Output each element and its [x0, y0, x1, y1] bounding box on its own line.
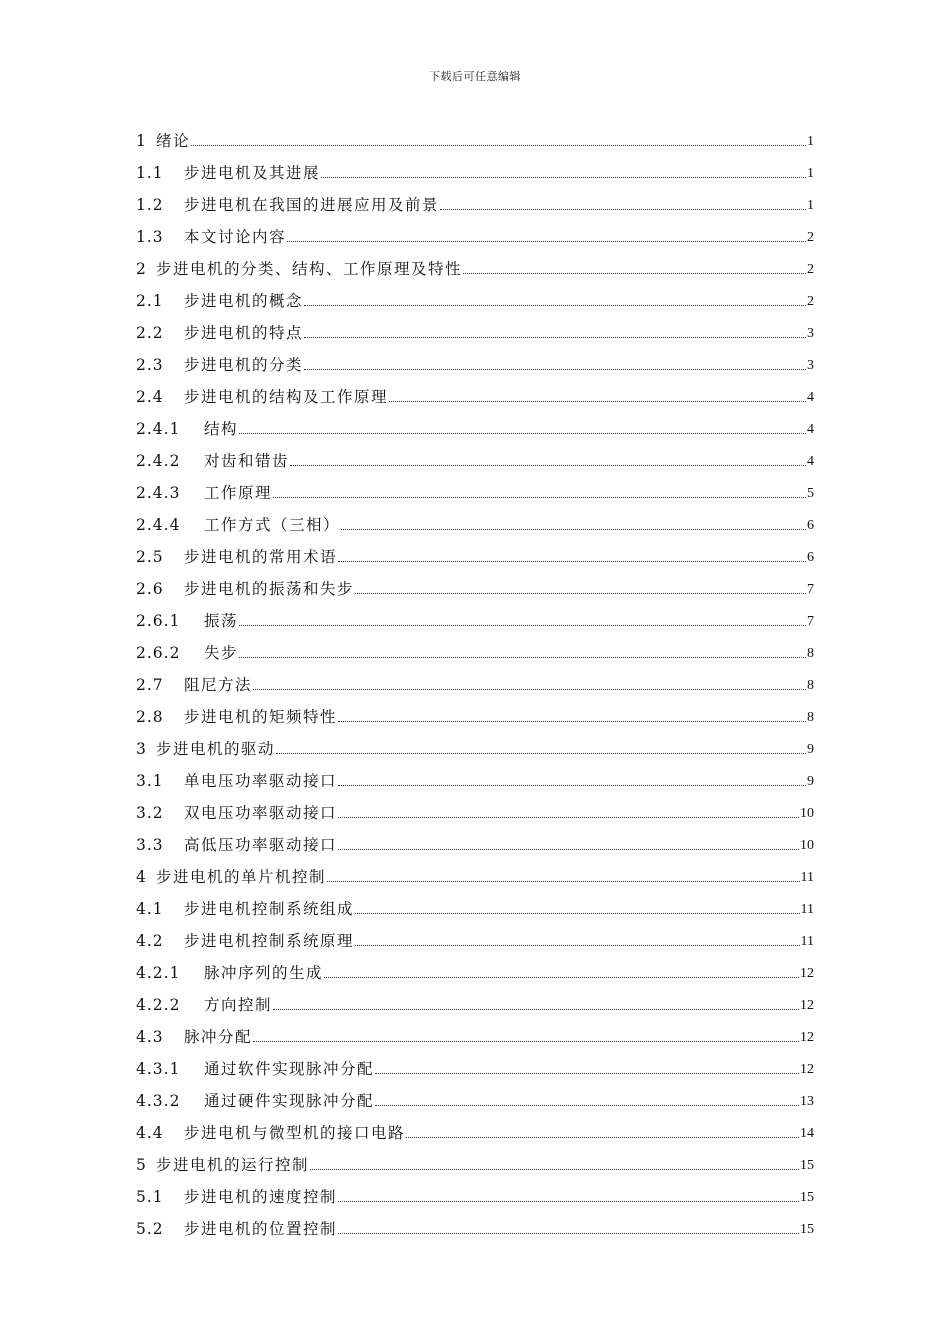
toc-entry[interactable]: [136, 1013, 814, 1045]
toc-entry-number: 3.3: [136, 835, 164, 854]
toc-entry[interactable]: [136, 1045, 814, 1077]
toc-entry-page: 12: [800, 1062, 814, 1077]
toc-entry[interactable]: [136, 949, 814, 981]
toc-entry[interactable]: [136, 629, 814, 661]
toc-entry-number: 4.3.1: [136, 1059, 181, 1078]
toc-entry-page: 12: [800, 966, 814, 981]
toc-dot-leader: [253, 1041, 799, 1042]
toc-entry-page: 3: [807, 326, 814, 341]
toc-entry-page: 8: [807, 646, 814, 661]
toc-entry[interactable]: [136, 1077, 814, 1109]
toc-entry-title: 对齿和错齿: [204, 451, 290, 470]
toc-entry-title: 脉冲序列的生成: [204, 963, 324, 982]
toc-entry[interactable]: [136, 1173, 814, 1205]
toc-entry-title: 双电压功率驱动接口: [184, 803, 338, 822]
toc-entry-title: 本文讨论内容: [184, 227, 287, 246]
toc-entry-title: 高低压功率驱动接口: [184, 835, 338, 854]
toc-dot-leader: [191, 145, 806, 146]
toc-dot-leader: [389, 401, 806, 402]
toc-entry-page: 13: [800, 1094, 814, 1109]
toc-entry-page: 5: [807, 486, 814, 501]
toc-entry-page: 1: [807, 134, 814, 149]
toc-entry[interactable]: [136, 597, 814, 629]
toc-entry[interactable]: [136, 885, 814, 917]
toc-dot-leader: [341, 529, 806, 530]
toc-entry-number: 2.4.2: [136, 451, 181, 470]
toc-entry[interactable]: [136, 149, 814, 181]
toc-entry[interactable]: [136, 981, 814, 1013]
toc-entry-title: 步进电机的运行控制: [156, 1155, 310, 1174]
toc-entry-number: 2.5: [136, 547, 164, 566]
toc-entry-title: 结构: [204, 419, 239, 438]
toc-entry-number: 3.1: [136, 771, 164, 790]
toc-entry-number: 2.4.1: [136, 419, 181, 438]
toc-entry-page: 12: [800, 998, 814, 1013]
toc-entry-page: 8: [807, 678, 814, 693]
toc-entry[interactable]: [136, 373, 814, 405]
toc-entry[interactable]: [136, 277, 814, 309]
toc-entry[interactable]: [136, 853, 814, 885]
toc-dot-leader: [287, 241, 806, 242]
toc-entry-title: 步进电机的分类、结构、工作原理及特性: [156, 259, 463, 278]
toc-entry-number: 2.6.1: [136, 611, 181, 630]
toc-entry-number: 2: [136, 259, 147, 278]
toc-dot-leader: [375, 1105, 799, 1106]
toc-entry-title: 步进电机在我国的进展应用及前景: [184, 195, 440, 214]
toc-dot-leader: [273, 1009, 799, 1010]
toc-entry[interactable]: [136, 181, 814, 213]
toc-dot-leader: [239, 625, 806, 626]
toc-entry-page: 2: [807, 294, 814, 309]
toc-entry-title: 步进电机的概念: [184, 291, 304, 310]
toc-entry[interactable]: [136, 821, 814, 853]
toc-entry-number: 1: [136, 131, 147, 150]
toc-entry-number: 1.3: [136, 227, 164, 246]
toc-entry-page: 10: [800, 838, 814, 853]
page-header: 下载后可任意编辑: [429, 70, 521, 83]
toc-entry-page: 14: [800, 1126, 814, 1141]
toc-entry-page: 4: [807, 454, 814, 469]
toc-entry-number: 2.4: [136, 387, 164, 406]
toc-entry-title: 步进电机的单片机控制: [156, 867, 327, 886]
toc-entry-number: 3.2: [136, 803, 164, 822]
toc-entry-page: 2: [807, 230, 814, 245]
toc-entry[interactable]: [136, 661, 814, 693]
toc-entry-title: 振荡: [204, 611, 239, 630]
toc-entry[interactable]: [136, 437, 814, 469]
toc-dot-leader: [321, 177, 806, 178]
toc-dot-leader: [463, 273, 806, 274]
toc-entry-title: 方向控制: [204, 995, 273, 1014]
toc-entry-page: 11: [800, 870, 814, 885]
toc-entry-number: 4.3.2: [136, 1091, 181, 1110]
toc-entry-title: 步进电机及其进展: [184, 163, 321, 182]
toc-entry-title: 脉冲分配: [184, 1027, 253, 1046]
toc-entry-page: 9: [807, 774, 814, 789]
toc-entry-number: 2.1: [136, 291, 164, 310]
toc-entry-number: 2.2: [136, 323, 164, 342]
toc-entry[interactable]: [136, 245, 814, 277]
toc-entry[interactable]: [136, 213, 814, 245]
toc-dot-leader: [253, 689, 806, 690]
toc-entry[interactable]: [136, 1141, 814, 1173]
toc-entry-title: 失步: [204, 643, 239, 662]
toc-entry-title: 步进电机的振荡和失步: [184, 579, 355, 598]
toc-entry-page: 2: [807, 262, 814, 277]
toc-dot-leader: [338, 1201, 799, 1202]
toc-entry-page: 1: [807, 198, 814, 213]
toc-entry-page: 4: [807, 422, 814, 437]
toc-entry[interactable]: [136, 309, 814, 341]
toc-dot-leader: [355, 945, 800, 946]
toc-entry[interactable]: [136, 693, 814, 725]
toc-entry-number: 2.3: [136, 355, 164, 374]
toc-entry[interactable]: [136, 757, 814, 789]
toc-dot-leader: [338, 785, 806, 786]
toc-entry-page: 1: [807, 166, 814, 181]
toc-entry-page: 11: [800, 902, 814, 917]
toc-entry[interactable]: [136, 1109, 814, 1141]
toc-entry-title: 步进电机的分类: [184, 355, 304, 374]
toc-entry-title: 步进电机的常用术语: [184, 547, 338, 566]
toc-entry-title: 步进电机控制系统组成: [184, 899, 355, 918]
toc-entry-title: 工作方式（三相）: [204, 515, 341, 534]
toc-entry-number: 3: [136, 739, 147, 758]
toc-dot-leader: [327, 881, 800, 882]
toc-dot-leader: [310, 1169, 799, 1170]
toc-entry-page: 4: [807, 390, 814, 405]
toc-entry-title: 绪论: [156, 131, 191, 150]
toc-dot-leader: [355, 913, 800, 914]
toc-entry[interactable]: [136, 501, 814, 533]
toc-entry-page: 11: [800, 934, 814, 949]
toc-dot-leader: [338, 721, 806, 722]
toc-entry[interactable]: [136, 565, 814, 597]
toc-entry[interactable]: [136, 1205, 814, 1237]
toc-dot-leader: [355, 593, 806, 594]
toc-entry-number: 4.2.2: [136, 995, 181, 1014]
toc-entry-page: 15: [800, 1222, 814, 1237]
toc-entry[interactable]: [136, 117, 814, 149]
toc-entry[interactable]: [136, 917, 814, 949]
toc-entry[interactable]: [136, 533, 814, 565]
toc-dot-leader: [290, 465, 806, 466]
toc-entry-title: 阻尼方法: [184, 675, 253, 694]
toc-entry-title: 步进电机的特点: [184, 323, 304, 342]
toc-entry-number: 4.2: [136, 931, 164, 950]
toc-dot-leader: [273, 497, 806, 498]
toc-entry-title: 通过软件实现脉冲分配: [204, 1059, 375, 1078]
toc-entry-page: 3: [807, 358, 814, 373]
toc-entry-title: 步进电机的结构及工作原理: [184, 387, 389, 406]
toc-dot-leader: [276, 753, 806, 754]
toc-entry-number: 4: [136, 867, 147, 886]
toc-entry-number: 5: [136, 1155, 147, 1174]
toc-entry-title: 步进电机的位置控制: [184, 1219, 338, 1238]
toc-entry-page: 15: [800, 1190, 814, 1205]
toc-entry[interactable]: [136, 789, 814, 821]
toc-entry-number: 1.1: [136, 163, 164, 182]
toc-entry-number: 2.7: [136, 675, 164, 694]
toc-entry[interactable]: [136, 405, 814, 437]
toc-dot-leader: [338, 849, 799, 850]
toc-dot-leader: [338, 561, 806, 562]
toc-entry-number: 2.8: [136, 707, 164, 726]
toc-entry-page: 10: [800, 806, 814, 821]
toc-dot-leader: [304, 337, 806, 338]
toc-entry-page: 9: [807, 742, 814, 757]
toc-dot-leader: [406, 1137, 799, 1138]
toc-entry-number: 4.4: [136, 1123, 164, 1142]
toc-dot-leader: [375, 1073, 799, 1074]
toc-entry-number: 2.6: [136, 579, 164, 598]
toc-entry-page: 7: [807, 614, 814, 629]
toc-entry-page: 6: [807, 518, 814, 533]
toc-entry-number: 4.2.1: [136, 963, 181, 982]
toc-entry-title: 步进电机的矩频特性: [184, 707, 338, 726]
toc-entry-number: 1.2: [136, 195, 164, 214]
table-of-contents: [136, 117, 814, 1237]
toc-entry-number: 4.1: [136, 899, 164, 918]
toc-entry-number: 2.4.3: [136, 483, 181, 502]
toc-dot-leader: [338, 1233, 799, 1234]
toc-entry-number: 2.4.4: [136, 515, 181, 534]
toc-dot-leader: [304, 369, 806, 370]
toc-entry-page: 7: [807, 582, 814, 597]
toc-entry-title: 单电压功率驱动接口: [184, 771, 338, 790]
toc-dot-leader: [440, 209, 806, 210]
toc-dot-leader: [239, 657, 806, 658]
toc-entry-page: 8: [807, 710, 814, 725]
toc-entry[interactable]: [136, 469, 814, 501]
toc-dot-leader: [304, 305, 806, 306]
toc-entry-number: 4.3: [136, 1027, 164, 1046]
toc-entry-title: 步进电机控制系统原理: [184, 931, 355, 950]
toc-entry-title: 步进电机的驱动: [156, 739, 276, 758]
toc-entry-number: 2.6.2: [136, 643, 181, 662]
toc-entry[interactable]: [136, 725, 814, 757]
toc-entry-number: 5.2: [136, 1219, 164, 1238]
toc-entry-title: 步进电机的速度控制: [184, 1187, 338, 1206]
toc-dot-leader: [324, 977, 799, 978]
toc-entry-page: 15: [800, 1158, 814, 1173]
toc-dot-leader: [239, 433, 806, 434]
toc-entry[interactable]: [136, 341, 814, 373]
toc-entry-title: 步进电机与微型机的接口电路: [184, 1123, 406, 1142]
toc-entry-page: 6: [807, 550, 814, 565]
toc-entry-title: 通过硬件实现脉冲分配: [204, 1091, 375, 1110]
toc-entry-number: 5.1: [136, 1187, 164, 1206]
toc-entry-title: 工作原理: [204, 483, 273, 502]
toc-dot-leader: [338, 817, 799, 818]
toc-entry-page: 12: [800, 1030, 814, 1045]
